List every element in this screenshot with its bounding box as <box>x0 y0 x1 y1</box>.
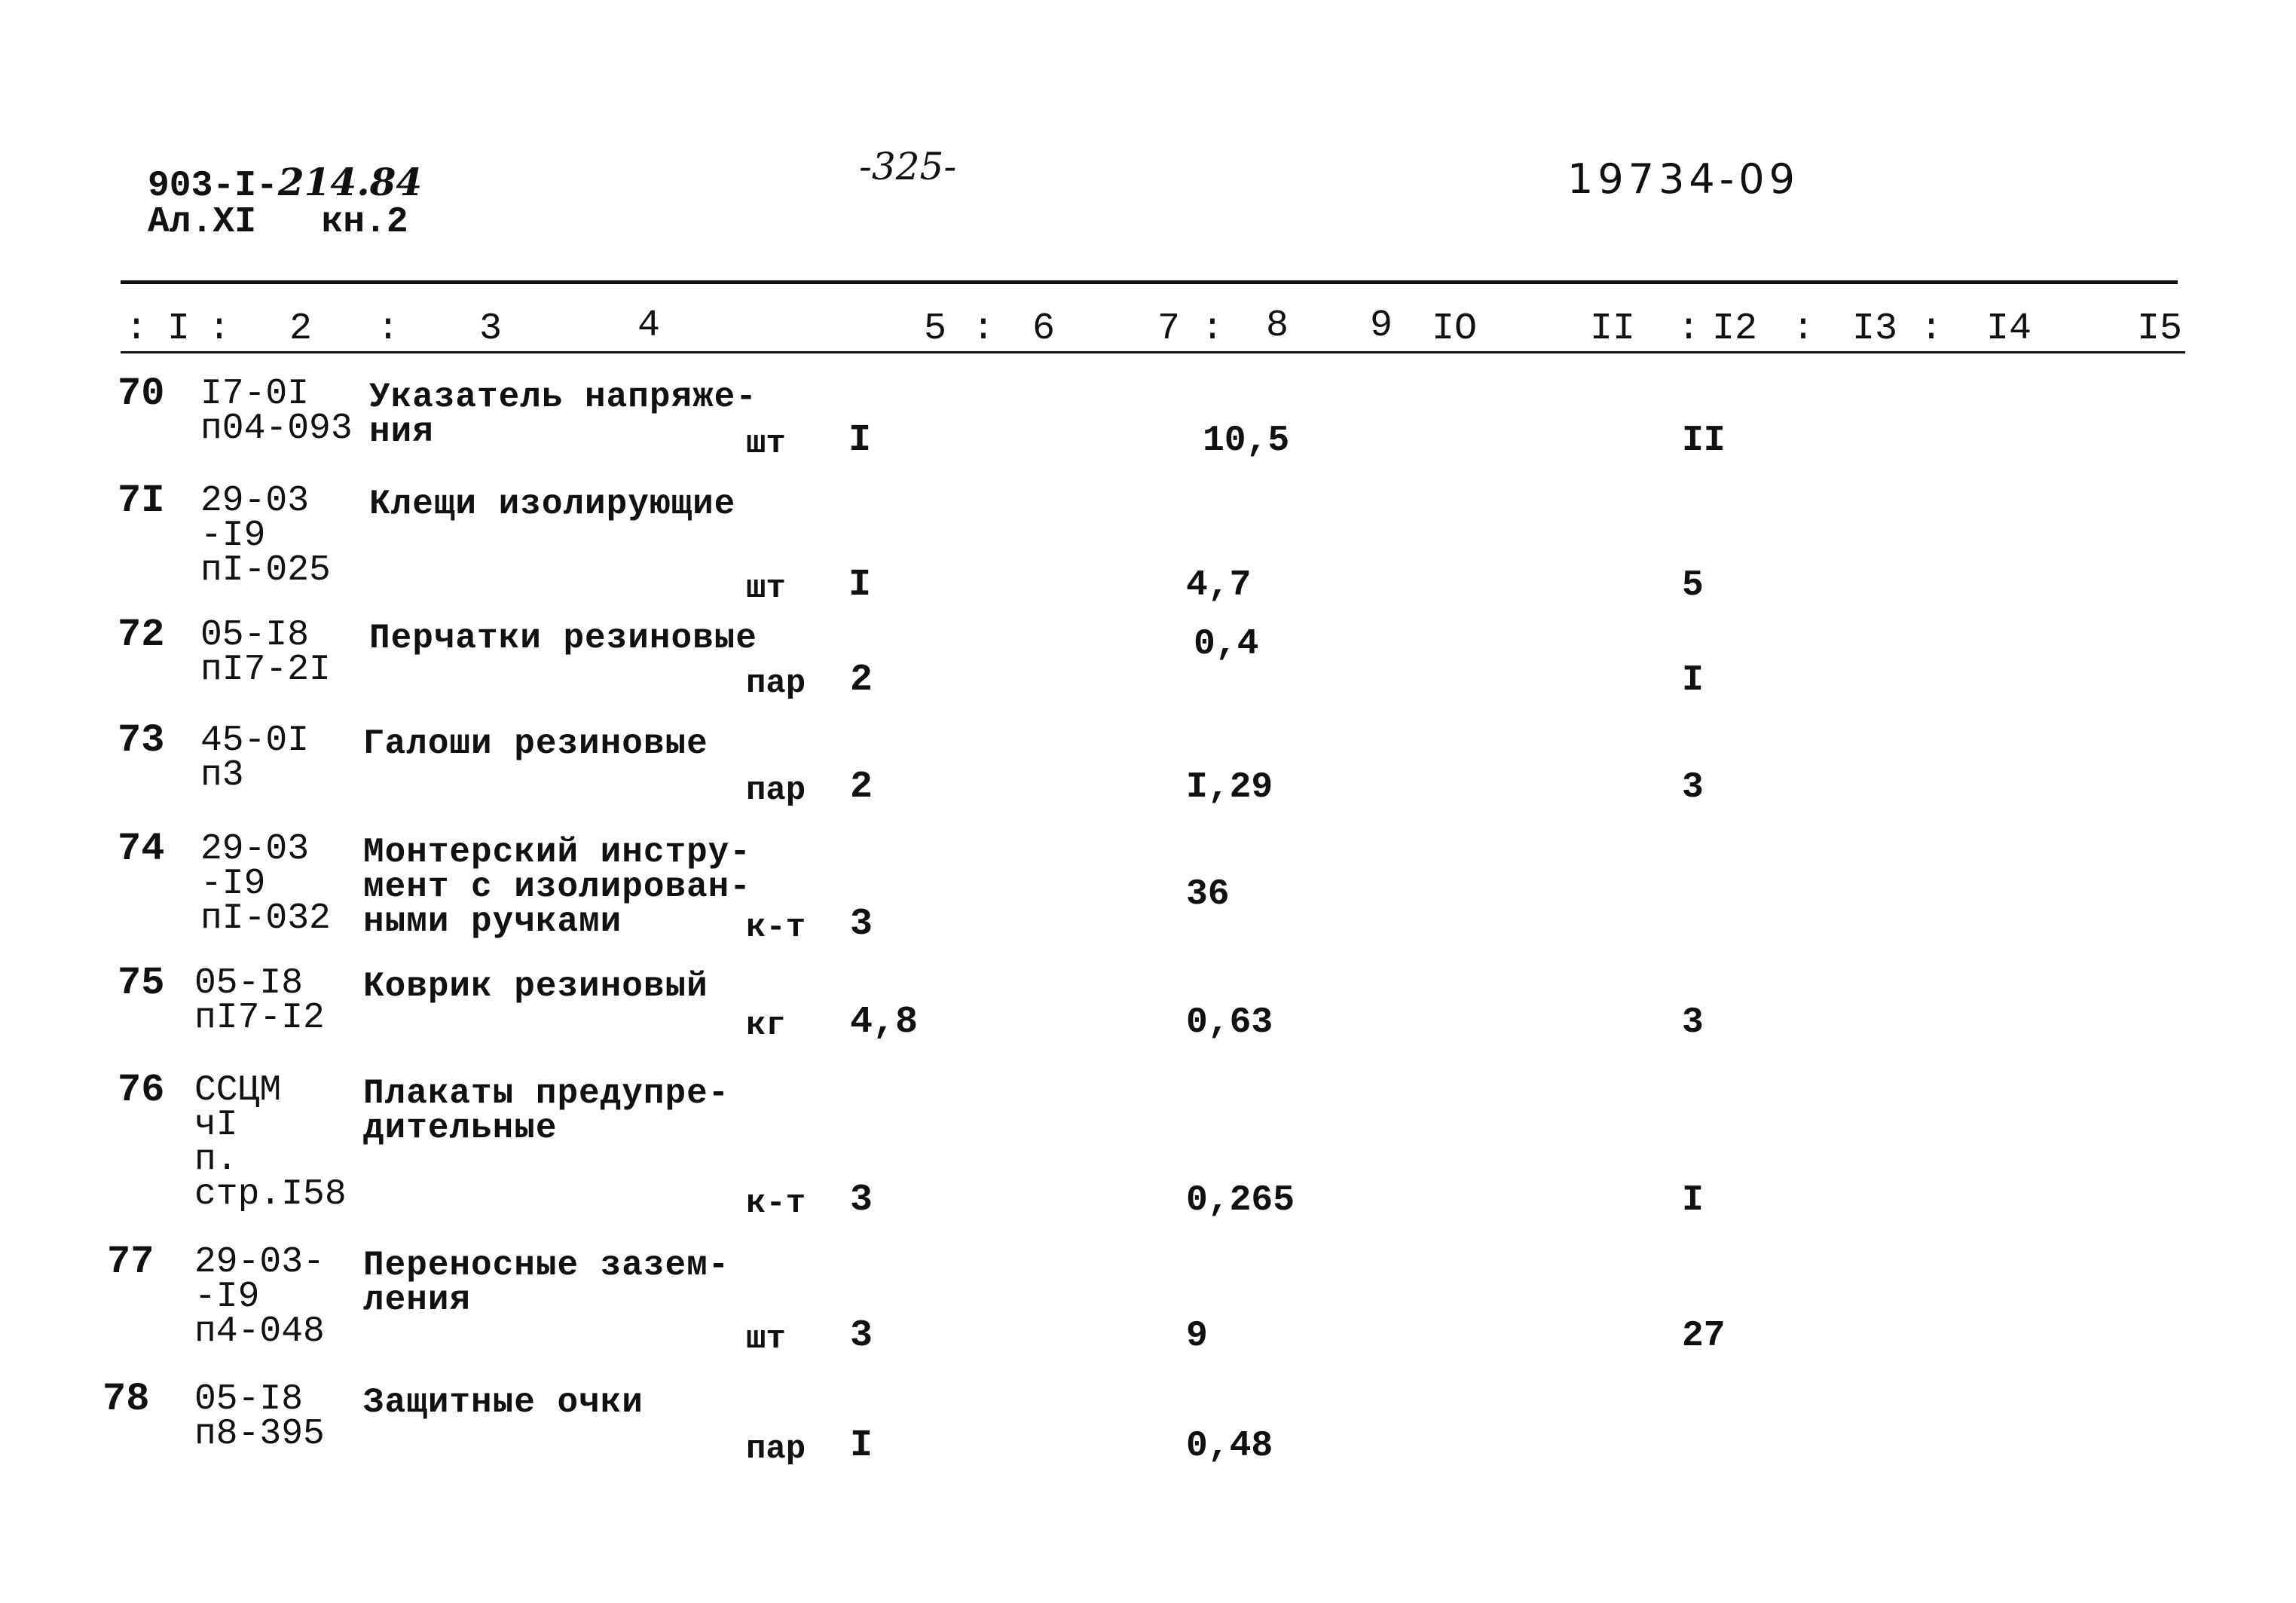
column-label: 5 <box>924 307 947 350</box>
table-row <box>0 372 2296 482</box>
column-label: II <box>1590 307 1636 350</box>
row-total: 3 <box>1682 767 1704 808</box>
row-code: ССЦМ чI п. стр.I58 <box>194 1070 347 1215</box>
column-label: I2 <box>1712 307 1758 350</box>
row-name: Перчатки резиновые <box>369 619 757 658</box>
row-number: 75 <box>118 961 165 1005</box>
row-total: 27 <box>1682 1316 1726 1357</box>
row-number: 72 <box>118 613 165 657</box>
column-label: 8 <box>1266 304 1289 347</box>
row-unit: кг <box>746 1007 786 1045</box>
row-quantity: I <box>848 419 872 462</box>
row-number: 74 <box>118 827 165 871</box>
row-code: 29-03- -I9 п4-048 <box>194 1242 325 1352</box>
column-separator: : <box>208 307 231 350</box>
row-unit-price: 10,5 <box>1203 421 1290 461</box>
document-number: 19734-09 <box>1567 155 1799 203</box>
row-unit-price: 0,48 <box>1186 1426 1273 1467</box>
album-line: Ал.XI кн.2 <box>148 202 408 243</box>
table-row <box>0 613 2296 723</box>
column-label: 4 <box>637 304 661 347</box>
row-unit: пар <box>746 665 806 702</box>
row-quantity: I <box>850 1424 873 1467</box>
table-row <box>0 827 2296 947</box>
row-unit: шт <box>746 570 786 607</box>
column-label: I5 <box>2137 307 2183 350</box>
row-number: 73 <box>118 718 165 763</box>
row-code: I7-0I п04-093 <box>200 374 353 449</box>
row-total: II <box>1682 421 1726 461</box>
table-row <box>0 1240 2296 1358</box>
top-rule <box>121 280 2178 284</box>
table-row <box>0 961 2296 1072</box>
row-unit-price: 0,63 <box>1186 1002 1273 1043</box>
column-separator: : <box>377 307 400 350</box>
row-unit-price: 4,7 <box>1186 565 1252 606</box>
row-code: 05-I8 пI7-2I <box>200 615 331 690</box>
row-quantity: 3 <box>850 903 873 946</box>
row-code: 29-03 -I9 пI-032 <box>200 829 331 939</box>
row-name: Указатель напряже- ния <box>369 378 757 451</box>
row-unit: к-т <box>746 1185 806 1222</box>
row-number: 7I <box>118 479 165 523</box>
row-total: I <box>1682 1180 1704 1221</box>
row-quantity: 2 <box>850 766 873 809</box>
column-label: 2 <box>289 307 313 350</box>
column-label: 9 <box>1370 304 1393 347</box>
row-code: 45-0I п3 <box>200 720 310 796</box>
column-separator: : <box>1201 307 1224 350</box>
row-unit-price: 36 <box>1186 874 1230 915</box>
row-name: Монтерский инстру- мент с изолирован- ными ручками <box>363 833 751 941</box>
doc-code-printed: 903-I- <box>148 166 278 206</box>
row-number: 77 <box>107 1240 154 1284</box>
row-unit-price: I,29 <box>1186 767 1273 808</box>
column-label: I3 <box>1852 307 1898 350</box>
row-total: I <box>1682 660 1704 701</box>
column-separator: : <box>972 307 995 350</box>
column-label: I4 <box>1986 307 2032 350</box>
row-quantity: I <box>848 564 872 607</box>
row-unit: к-т <box>746 909 806 947</box>
row-unit-price: 0,265 <box>1186 1180 1295 1221</box>
column-separator: : <box>125 307 148 350</box>
column-label: 7 <box>1157 307 1181 350</box>
row-code: 05-I8 п8-395 <box>194 1379 325 1455</box>
row-quantity: 3 <box>850 1314 873 1357</box>
column-separator: : <box>1792 307 1815 350</box>
table-row <box>0 718 2296 829</box>
row-code: 29-03 -I9 пI-025 <box>200 481 331 591</box>
row-number: 76 <box>118 1068 165 1112</box>
row-code: 05-I8 пI7-I2 <box>194 963 325 1039</box>
row-quantity: 3 <box>850 1179 873 1222</box>
column-separator: : <box>1920 307 1943 350</box>
row-name: Галоши резиновые <box>363 724 708 763</box>
column-label: 6 <box>1032 307 1056 350</box>
row-name: Плакаты предупре- дительные <box>363 1074 730 1148</box>
row-total: 5 <box>1682 565 1704 606</box>
row-name: Защитные очки <box>363 1383 644 1422</box>
row-name: Переносные зазем- ления <box>363 1246 730 1320</box>
row-unit-price: 0,4 <box>1194 624 1259 665</box>
row-name: Клещи изолирующие <box>369 485 736 524</box>
column-label: IO <box>1432 307 1478 350</box>
row-unit: пар <box>746 1430 806 1468</box>
page-number: -325- <box>859 145 957 188</box>
table-row <box>0 1377 2296 1488</box>
table-row <box>0 1068 2296 1222</box>
row-unit: шт <box>746 1320 786 1358</box>
column-label: 3 <box>479 307 503 350</box>
header-underline <box>121 351 2185 353</box>
row-total: 3 <box>1682 1002 1704 1043</box>
row-unit-price: 9 <box>1186 1316 1208 1357</box>
row-number: 78 <box>102 1377 150 1421</box>
row-unit: пар <box>746 772 806 809</box>
table-row <box>0 479 2296 607</box>
row-quantity: 4,8 <box>850 1001 919 1044</box>
row-name: Коврик резиновый <box>363 967 708 1006</box>
doc-code-handwritten: 214.84 <box>277 160 423 204</box>
row-unit: шт <box>746 425 786 463</box>
row-quantity: 2 <box>850 659 873 702</box>
column-separator: : <box>1677 307 1701 350</box>
column-label: I <box>167 307 191 350</box>
row-number: 70 <box>118 372 165 416</box>
